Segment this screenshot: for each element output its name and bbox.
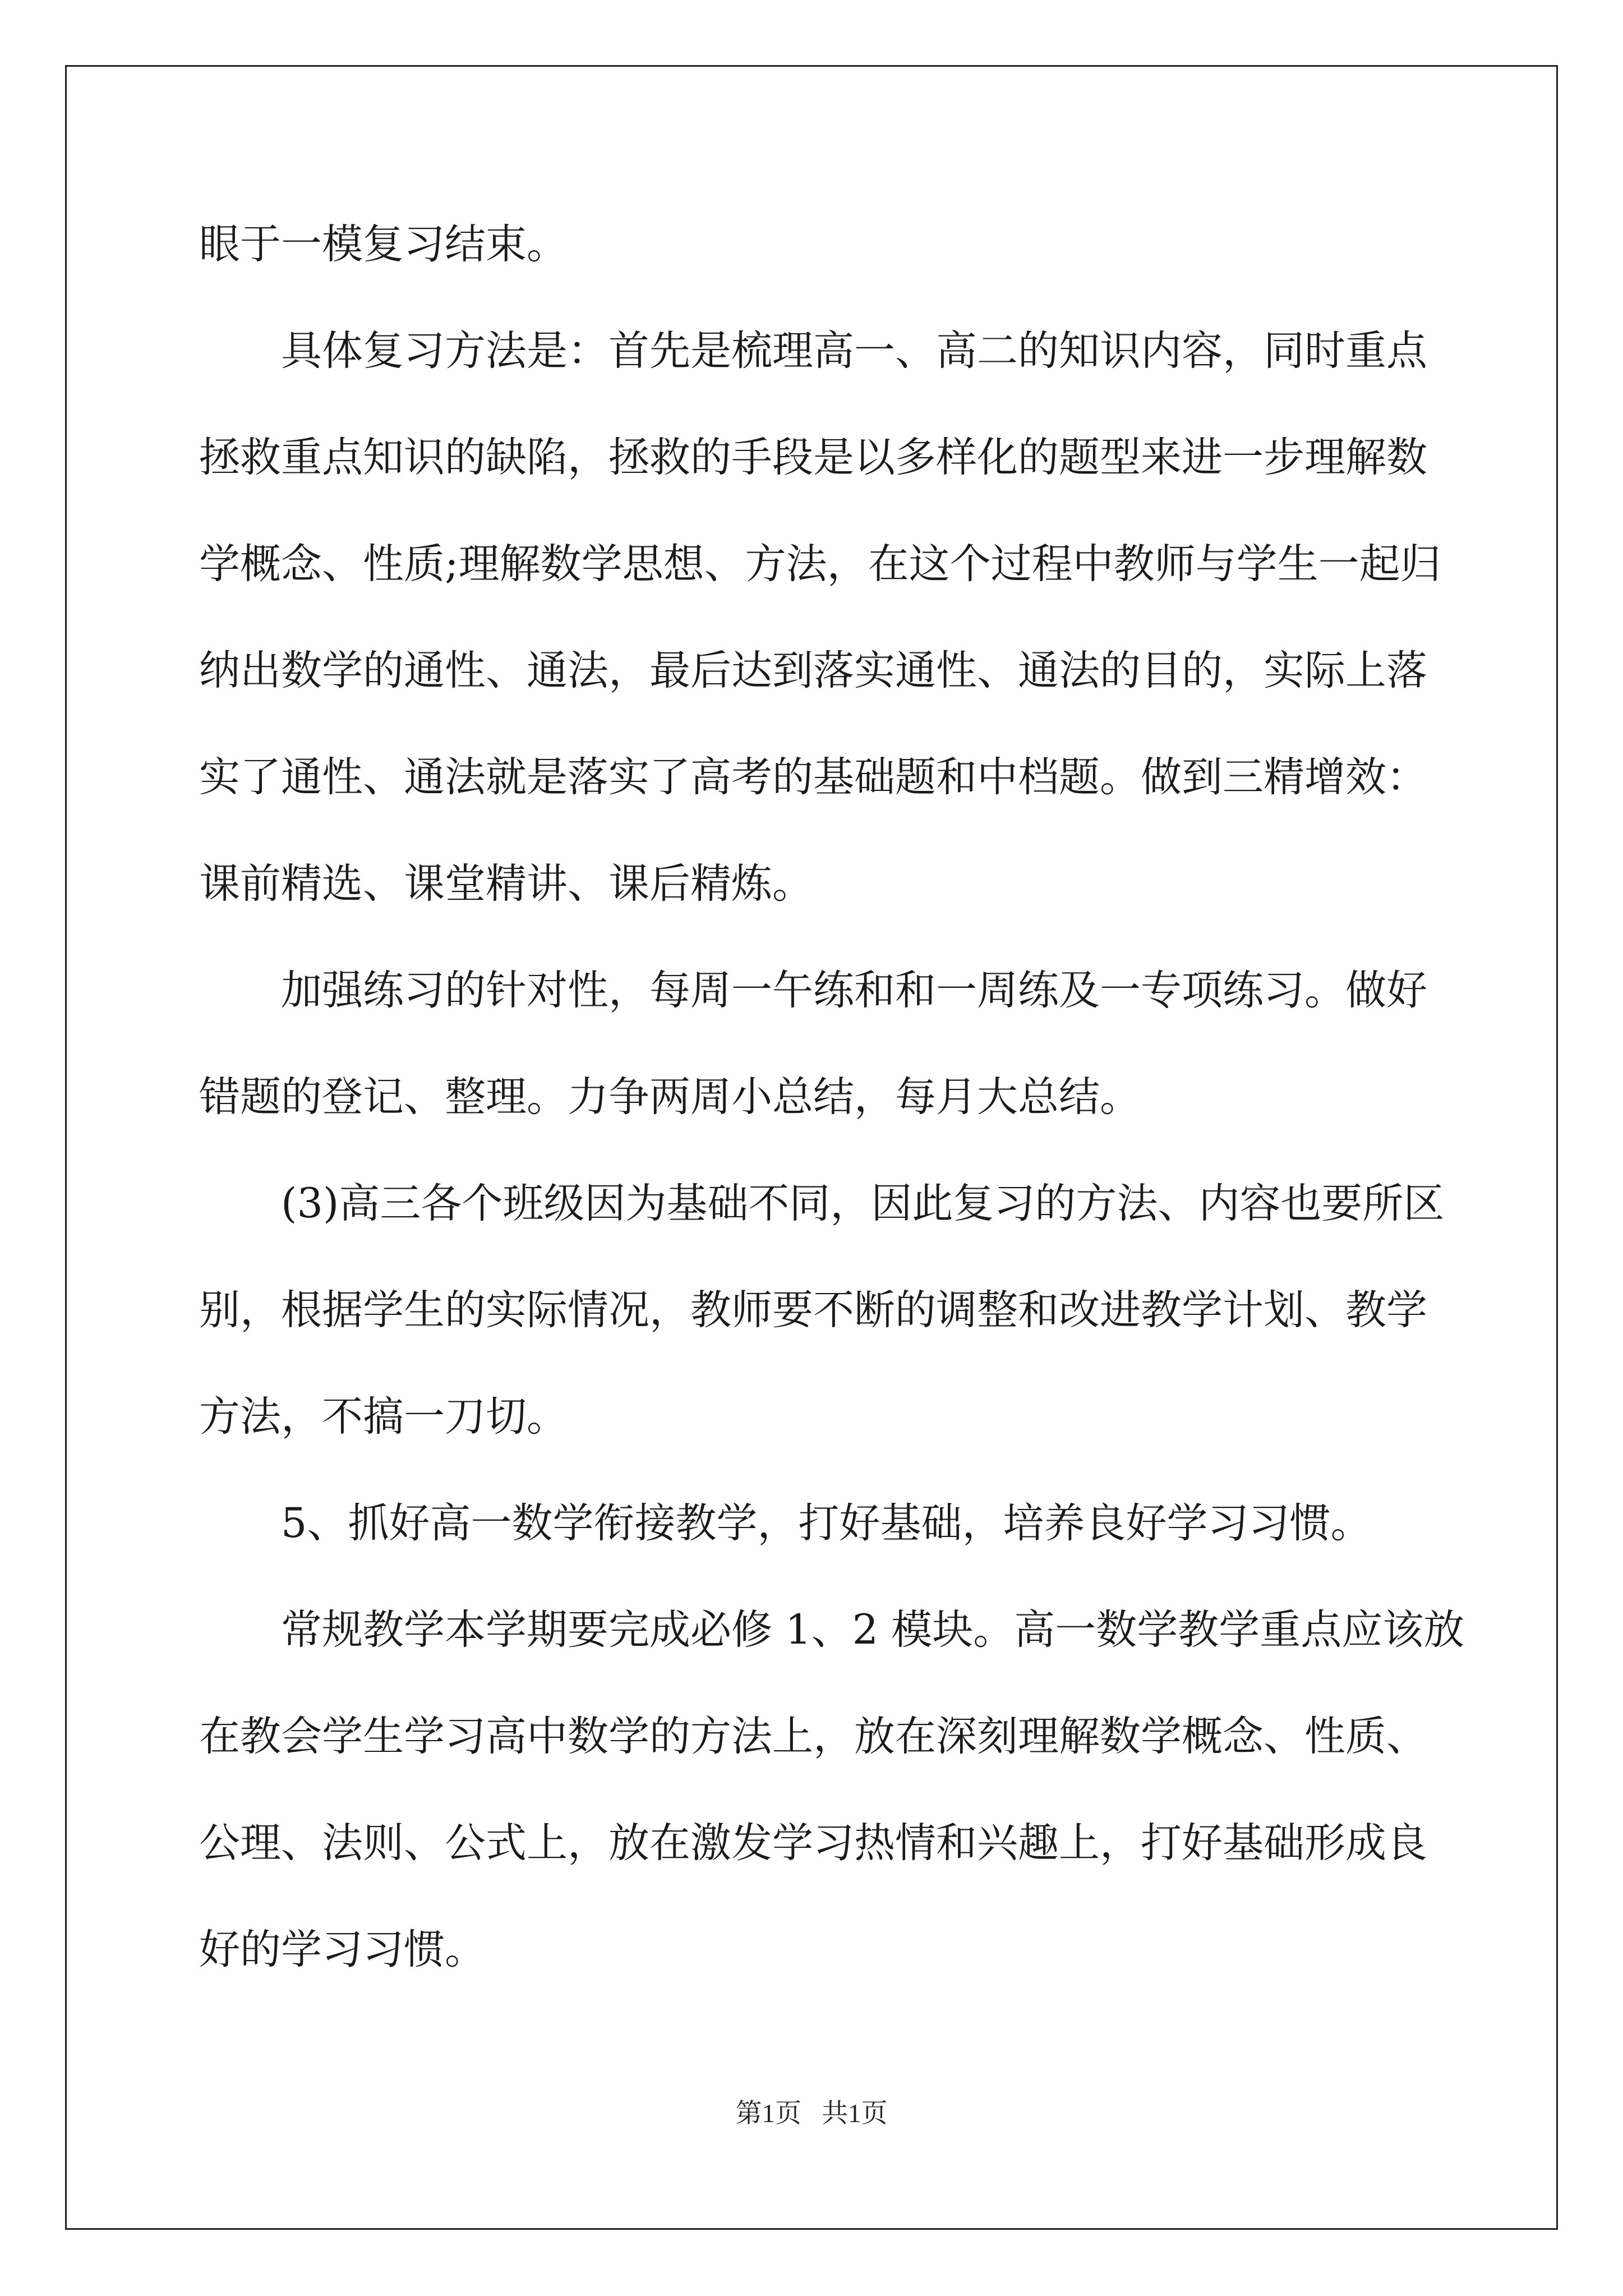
text-line: 实了通性、通法就是落实了高考的基础题和中档题。做到三精增效： [199, 753, 1427, 801]
page-number: 第1页 [735, 2099, 801, 2128]
text-line: 错题的登记、整理。力争两周小总结，每月大总结。 [199, 1073, 1141, 1121]
text-line: 拯救重点知识的缺陷，拯救的手段是以多样化的题型来进一步理解数 [199, 434, 1427, 481]
text-line: 课前精选、课堂精讲、课后精炼。 [199, 860, 813, 908]
text-line: 具体复习方法是：首先是梳理高一、高二的知识内容，同时重点 [281, 327, 1427, 375]
text-line: 加强练习的针对性，每周一午练和和一周练及一专项练习。做好 [281, 967, 1427, 1014]
text-line: 别，根据学生的实际情况，教师要不断的调整和改进教学计划、教学 [199, 1286, 1427, 1334]
text-line: 公理、法则、公式上，放在激发学习热情和兴趣上，打好基础形成良 [199, 1819, 1427, 1867]
text-line: (3)高三各个班级因为基础不同，因此复习的方法、内容也要所区 [281, 1180, 1445, 1227]
page-footer [0, 2097, 1623, 2131]
text-line: 学概念、性质;理解数学思想、方法，在这个过程中教师与学生一起归 [199, 540, 1441, 588]
text-line: 方法，不搞一刀切。 [199, 1393, 568, 1441]
text-line: 常规教学本学期要完成必修 1、2 模块。高一数学教学重点应该放 [281, 1606, 1465, 1654]
text-line: 眼于一模复习结束。 [199, 220, 568, 268]
text-line: 在教会学生学习高中数学的方法上，放在深刻理解数学概念、性质、 [199, 1713, 1427, 1760]
page-border [65, 65, 1558, 2230]
text-line: 纳出数学的通性、通法，最后达到落实通性、通法的目的，实际上落 [199, 647, 1427, 694]
text-line: 好的学习习惯。 [199, 1926, 486, 1973]
total-pages: 共1页 [822, 2099, 888, 2128]
text-line: 5、抓好高一数学衔接教学，打好基础，培养良好学习习惯。 [281, 1499, 1372, 1547]
